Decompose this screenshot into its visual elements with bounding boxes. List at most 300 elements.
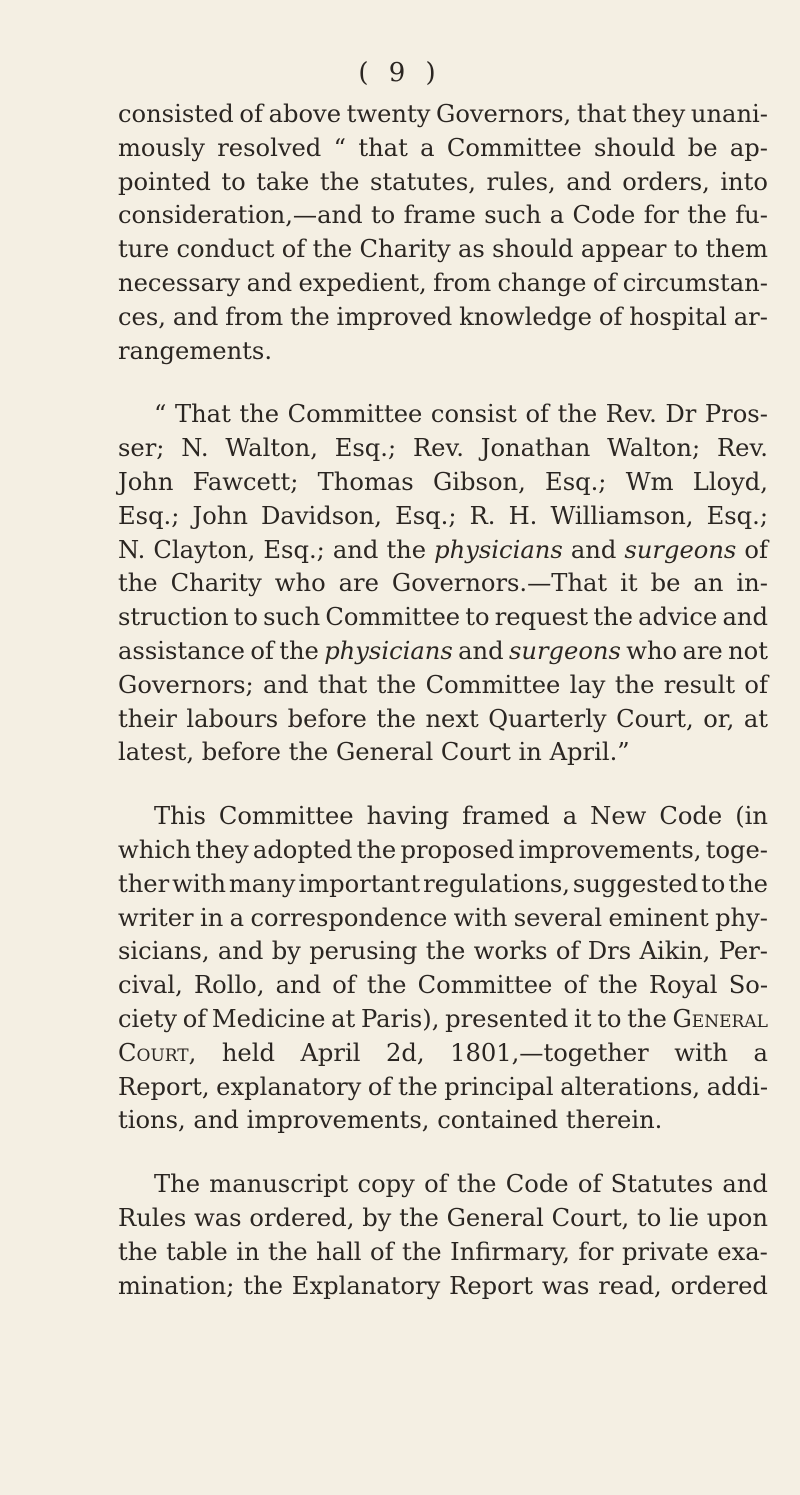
word: labours xyxy=(186,704,279,733)
word: the xyxy=(627,1004,667,1033)
word: should xyxy=(492,235,574,264)
word: ther xyxy=(118,869,170,898)
word: frame xyxy=(403,201,476,230)
word: Paris), xyxy=(360,1004,440,1033)
page-number: ( 9 ) xyxy=(358,58,442,88)
text-line xyxy=(118,132,768,166)
paragraph-2 xyxy=(118,398,768,770)
word: Explanatory xyxy=(291,1271,441,1300)
word: and xyxy=(263,670,309,699)
word: Walton, xyxy=(225,434,318,463)
word: 2d, xyxy=(385,1038,425,1067)
word: consist xyxy=(430,400,517,429)
word: they xyxy=(631,100,686,128)
word: April xyxy=(300,1038,361,1067)
word: appear xyxy=(580,235,667,264)
word: ar- xyxy=(733,302,768,331)
word: assistance xyxy=(118,636,245,665)
word: that xyxy=(358,133,408,162)
word: framed xyxy=(462,802,550,831)
word: addi- xyxy=(706,1072,768,1101)
word: of xyxy=(555,937,580,966)
word: contained xyxy=(437,1106,559,1135)
text-line xyxy=(118,567,768,601)
word: expedient, xyxy=(298,268,427,297)
word: circumstan- xyxy=(622,268,768,297)
text-line xyxy=(118,166,768,200)
word: the xyxy=(456,1170,497,1199)
word: Gibson, xyxy=(432,467,526,496)
word: should xyxy=(594,133,676,162)
text-line xyxy=(118,1202,768,1236)
word: to xyxy=(233,603,258,632)
word: a xyxy=(549,201,565,230)
word: important xyxy=(298,869,421,898)
word: to xyxy=(637,1203,662,1232)
word: rules, xyxy=(486,167,556,196)
text-line xyxy=(118,398,768,432)
word: to xyxy=(370,201,396,230)
word: the xyxy=(239,400,280,429)
word: Rules xyxy=(118,1203,187,1232)
word: conduct xyxy=(176,235,275,264)
word: regulations, xyxy=(423,869,570,898)
word: correspondence xyxy=(250,903,448,932)
word: the xyxy=(118,1237,158,1266)
paragraph-3 xyxy=(118,800,768,1138)
word: ordered, xyxy=(249,1203,355,1232)
word: N. xyxy=(118,535,146,564)
word: John xyxy=(192,501,248,530)
word: rangements. xyxy=(118,336,273,365)
word: for xyxy=(578,1237,614,1266)
word: a xyxy=(562,802,578,831)
word: the xyxy=(279,636,319,665)
word: of xyxy=(563,971,588,1000)
word: Report, xyxy=(118,1072,210,1101)
word: cival, xyxy=(118,971,183,1000)
word: Governors.—That xyxy=(391,569,608,598)
word: or, xyxy=(703,704,735,733)
text-line xyxy=(118,669,768,703)
word: Committee xyxy=(287,400,423,429)
text-line xyxy=(118,969,768,1003)
word: in xyxy=(236,1237,260,1266)
word: the xyxy=(398,1072,438,1101)
word: New xyxy=(590,802,647,831)
word: eminent xyxy=(608,903,709,932)
word: That xyxy=(174,400,231,429)
word: Per- xyxy=(718,937,768,966)
word: with xyxy=(172,869,226,898)
text-line xyxy=(118,466,768,500)
word: Court xyxy=(440,738,511,767)
word: Committee xyxy=(218,802,354,831)
word: who xyxy=(626,636,678,665)
word: consideration,—and xyxy=(118,201,363,230)
word: hospital xyxy=(629,302,727,331)
word: sicians, xyxy=(118,937,210,966)
word: ordered xyxy=(670,1271,768,1300)
word: works xyxy=(473,937,548,966)
word: and xyxy=(332,535,379,564)
word: the xyxy=(268,1237,308,1266)
word: General xyxy=(672,1004,768,1033)
word: of xyxy=(367,1072,392,1101)
word: the xyxy=(288,738,329,767)
word: Quarterly xyxy=(488,704,607,733)
word: consisted xyxy=(118,100,234,128)
word: be xyxy=(650,569,681,598)
word: and xyxy=(566,167,612,196)
word: into xyxy=(720,167,768,196)
word: the xyxy=(425,937,466,966)
word: Drs xyxy=(587,937,632,966)
word: the xyxy=(312,235,353,264)
word: and xyxy=(275,971,322,1000)
word: General xyxy=(335,738,434,767)
word: of xyxy=(182,1004,207,1033)
word: of xyxy=(592,268,617,297)
text-line xyxy=(118,534,768,568)
word: many xyxy=(228,869,296,898)
word: the xyxy=(598,971,638,1000)
word: a xyxy=(753,1038,768,1067)
word: manuscript xyxy=(209,1170,349,1199)
word: the xyxy=(319,167,360,196)
word: change xyxy=(497,268,587,297)
text-line xyxy=(118,902,768,936)
word: and xyxy=(722,603,768,632)
word: Charity xyxy=(359,235,451,264)
word: Aikin, xyxy=(639,937,711,966)
word: “ xyxy=(333,133,347,162)
word: ture xyxy=(118,235,170,264)
word: Infirmary, xyxy=(450,1237,570,1266)
word: orders, xyxy=(622,167,710,196)
word: H. xyxy=(508,501,538,530)
word: of xyxy=(525,400,549,429)
word: in xyxy=(518,738,542,767)
word: Walton; xyxy=(607,434,701,463)
word: of xyxy=(744,670,768,699)
word: the xyxy=(118,569,158,598)
word: Esq.; xyxy=(118,501,180,530)
word: to xyxy=(465,603,490,632)
word: of xyxy=(281,235,306,264)
word: Committee xyxy=(417,971,553,1000)
word: lie xyxy=(669,1203,699,1232)
word: knowledge xyxy=(459,302,592,331)
word: the xyxy=(386,535,427,564)
word: Pros- xyxy=(704,400,768,429)
word: struction xyxy=(118,603,229,632)
word: alterations, xyxy=(560,1072,701,1101)
word: such xyxy=(263,603,321,632)
word: fu- xyxy=(735,201,768,230)
word: before xyxy=(287,704,367,733)
word: which xyxy=(118,835,192,864)
word: Court, xyxy=(118,1038,197,1067)
word: tions, xyxy=(118,1106,186,1135)
word: advice xyxy=(638,603,718,632)
word: they xyxy=(195,835,249,864)
word: April.” xyxy=(549,738,630,767)
word: twenty xyxy=(346,100,431,128)
text-line xyxy=(118,800,768,834)
word: of xyxy=(332,971,356,1000)
word: presented xyxy=(445,1004,569,1033)
word: Rev. xyxy=(605,400,657,429)
word: Esq.; xyxy=(545,467,607,496)
word: ser; xyxy=(118,434,165,463)
text-line xyxy=(118,834,768,868)
word: request xyxy=(494,603,589,632)
word: of xyxy=(577,1170,602,1199)
word: in- xyxy=(736,569,768,598)
text-line xyxy=(118,335,768,369)
word: writer xyxy=(118,903,194,932)
word: (in xyxy=(735,802,768,831)
word: Esq.; xyxy=(263,535,325,564)
text-line xyxy=(118,703,768,737)
word: ciety xyxy=(118,1004,177,1033)
text-line xyxy=(118,500,768,534)
word: before xyxy=(201,738,281,767)
word: not xyxy=(728,636,768,665)
word: to xyxy=(597,1004,622,1033)
word: at xyxy=(331,1004,356,1033)
word: as xyxy=(458,235,485,264)
word: and xyxy=(458,636,504,665)
word: a xyxy=(420,133,435,162)
word: and xyxy=(217,937,264,966)
word: a xyxy=(229,903,245,932)
word: the xyxy=(614,670,655,699)
word: Esq.; xyxy=(395,501,457,530)
word: and xyxy=(722,1170,768,1199)
word: Code xyxy=(659,802,723,831)
word: the xyxy=(728,869,768,898)
word: proposed xyxy=(400,835,515,864)
word: General xyxy=(446,1203,544,1232)
word: result xyxy=(663,670,736,699)
word: Clayton, xyxy=(153,535,256,564)
word: by xyxy=(362,1203,392,1232)
word: “ xyxy=(154,400,167,429)
text-line xyxy=(118,935,768,969)
word: private xyxy=(621,1237,709,1266)
word: of xyxy=(744,535,768,564)
word: exa- xyxy=(717,1237,768,1266)
word: Lloyd, xyxy=(692,467,768,496)
word: the xyxy=(401,1237,442,1266)
word: Report xyxy=(449,1271,533,1300)
word: perusing xyxy=(309,937,418,966)
word: principal xyxy=(444,1072,554,1101)
word: Governors, xyxy=(436,100,572,128)
word: adopted xyxy=(252,835,353,864)
word: and xyxy=(570,535,617,564)
text-line xyxy=(118,1104,768,1138)
word: Rollo, xyxy=(193,971,265,1000)
word: surgeons xyxy=(508,636,621,665)
word: surgeons xyxy=(624,535,737,564)
word: was xyxy=(194,1203,242,1232)
word: it xyxy=(573,1004,592,1033)
word: Esq.; xyxy=(706,501,768,530)
text-line xyxy=(118,199,768,233)
word: having xyxy=(366,802,450,831)
word: Governors; xyxy=(118,670,254,699)
word: for xyxy=(643,201,679,230)
text-line xyxy=(118,1071,768,1105)
word: improvements, xyxy=(518,835,702,864)
word: that xyxy=(576,100,627,128)
word: Royal xyxy=(648,971,718,1000)
word: Code xyxy=(505,1170,569,1199)
word: statutes, xyxy=(369,167,476,196)
word: resolved xyxy=(217,133,322,162)
word: be xyxy=(687,133,718,162)
word: take xyxy=(256,167,310,196)
text-line xyxy=(118,432,768,466)
word: ces, xyxy=(118,302,166,331)
word: unani- xyxy=(690,100,768,128)
text-line xyxy=(118,1003,768,1037)
word: Williamson, xyxy=(550,501,694,530)
word: lay xyxy=(569,670,606,699)
text-line xyxy=(118,301,768,335)
word: from xyxy=(433,268,492,297)
word: ap- xyxy=(729,133,768,162)
text-line xyxy=(118,868,768,902)
word: upon xyxy=(706,1203,768,1232)
word: the xyxy=(243,1271,283,1300)
word: So- xyxy=(728,971,768,1000)
word: held xyxy=(221,1038,275,1067)
word: Statutes xyxy=(610,1170,714,1199)
word: Court, xyxy=(616,704,694,733)
word: the xyxy=(366,971,407,1000)
text-line xyxy=(118,635,768,669)
word: are xyxy=(338,569,379,598)
paragraph-4 xyxy=(118,1168,768,1303)
word: toge- xyxy=(705,835,768,864)
word: was xyxy=(541,1271,590,1300)
word: explanatory xyxy=(216,1072,362,1101)
word: Code xyxy=(572,201,636,230)
word: that xyxy=(317,670,368,699)
word: of xyxy=(370,1237,394,1266)
word: 1801,—together xyxy=(450,1038,649,1067)
word: Committee xyxy=(446,133,582,162)
word: the xyxy=(356,835,397,864)
word: the xyxy=(290,302,330,331)
word: Jonathan xyxy=(480,434,591,463)
word: it xyxy=(620,569,638,598)
word: the xyxy=(687,201,727,230)
word: Committee xyxy=(325,603,461,632)
word: Committee xyxy=(425,670,561,699)
word: of xyxy=(250,636,274,665)
word: Rev. xyxy=(412,434,464,463)
paragraph-1 xyxy=(118,98,768,368)
text-line xyxy=(118,1236,768,1270)
word: read, xyxy=(598,1271,662,1300)
word: Dr xyxy=(665,400,697,429)
word: and xyxy=(246,268,293,297)
word: several xyxy=(513,903,603,932)
word: N. xyxy=(181,434,209,463)
text-line xyxy=(118,736,768,770)
word: from xyxy=(225,302,284,331)
word: Rev. xyxy=(716,434,768,463)
word: mously xyxy=(118,133,205,162)
word: This xyxy=(154,802,206,831)
word: above xyxy=(268,100,342,128)
word: hall xyxy=(316,1237,362,1266)
word: copy xyxy=(357,1170,415,1199)
word: next xyxy=(425,704,479,733)
word: The xyxy=(154,1170,201,1199)
word: phy- xyxy=(715,903,768,932)
word: improvements, xyxy=(246,1106,430,1135)
word: Esq.; xyxy=(334,434,397,463)
text-line xyxy=(118,601,768,635)
word: to xyxy=(701,869,726,898)
word: and xyxy=(193,1106,239,1135)
body-text xyxy=(118,98,768,1303)
word: latest, xyxy=(118,738,195,767)
text-line xyxy=(118,233,768,267)
word: table xyxy=(166,1237,228,1266)
word: Wm xyxy=(625,467,674,496)
word: Charity xyxy=(170,569,262,598)
word: pointed xyxy=(118,167,211,196)
word: Court, xyxy=(551,1203,630,1232)
word: to xyxy=(221,167,246,196)
word: therein. xyxy=(565,1106,663,1135)
word: are xyxy=(682,636,723,665)
word: John xyxy=(118,467,174,496)
word: physicians xyxy=(324,636,453,665)
word: the xyxy=(399,1203,439,1232)
word: an xyxy=(693,569,724,598)
text-line xyxy=(118,1270,768,1304)
word: mination; xyxy=(118,1271,235,1300)
word: physicians xyxy=(434,535,563,564)
word: to xyxy=(673,235,699,264)
word: the xyxy=(557,400,598,429)
word: with xyxy=(453,903,508,932)
text-line xyxy=(118,267,768,301)
word: of xyxy=(424,1170,448,1199)
word: who xyxy=(274,569,326,598)
word: R. xyxy=(469,501,496,530)
word: with xyxy=(674,1038,729,1067)
text-line xyxy=(118,1168,768,1202)
word: of xyxy=(598,302,623,331)
word: them xyxy=(705,235,768,264)
word: by xyxy=(271,937,301,966)
word: Medicine xyxy=(211,1004,326,1033)
text-line xyxy=(118,98,768,132)
word: their xyxy=(118,704,177,733)
word: in xyxy=(199,903,224,932)
word: necessary xyxy=(118,268,241,297)
word: Fawcett; xyxy=(192,467,299,496)
